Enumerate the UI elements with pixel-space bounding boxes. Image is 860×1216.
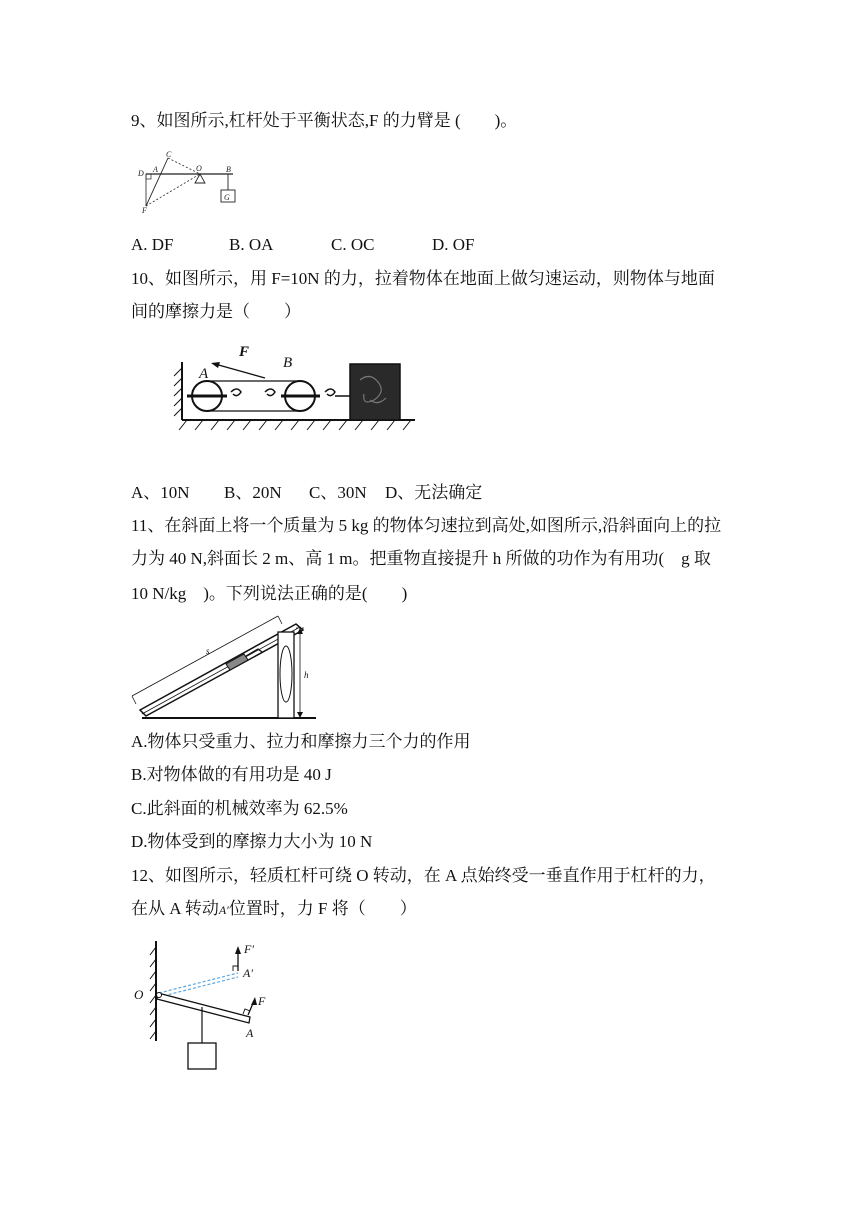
q11-label-h: h [304,670,309,680]
q12-label-A: A [246,1026,254,1040]
q12-stem-line1: 12、如图所示，轻质杠杆可绕 O 转动，在 A 点始终受一垂直作用于杠杆的力， [131,866,716,885]
q9-option-b: B. OA [229,235,274,254]
q11-option-c: C.此斜面的机械效率为 62.5% [131,799,348,818]
q12-label-O: O [134,987,144,1002]
q12-stem-line2-post: 位置时，力 F 将（ ） [228,899,417,918]
q10-pulley-figure [165,340,415,440]
q12-stem-line2-pre: 在从 A 转动 [131,899,219,918]
q10-option-b: B、20N [224,483,282,502]
q12-label-F: F [258,994,266,1008]
q10-label-A: A [199,366,209,382]
q11-label-s: s [206,646,210,656]
q10-label-B: B [283,355,293,371]
q11-stem-line2: 力为 40 N,斜面长 2 m、高 1 m。把重物直接提升 h 所做的功作为有用功( g 取 [131,549,711,568]
q9-stem: 9、如图所示,杠杆处于平衡状态,F 的力臂是 ( )。 [131,111,518,130]
q9-option-a: A. DF [131,235,174,254]
q9-lever-figure [138,150,238,215]
q12-lever-figure [130,935,270,1075]
q11-incline-figure [128,612,318,720]
q9-option-c: C. OC [331,235,375,254]
q10-option-a: A、10N [131,483,190,502]
q10-stem-line2: 间的摩擦力是（ ） [131,302,301,321]
q9-label-G: G [224,193,230,202]
q10-option-c: C、30N [309,483,367,502]
q11-option-a: A.物体只受重力、拉力和摩擦力三个力的作用 [131,732,471,751]
q11-stem-line1: 11、在斜面上将一个质量为 5 kg 的物体匀速拉到高处,如图所示,沿斜面向上的拉 [131,516,722,535]
q9-label-O: O [196,164,202,173]
q12-label-A-prime: A′ [243,966,253,980]
q9-option-d: D. OF [432,235,475,254]
q12-stem-line2-sym: A′ [218,903,229,917]
q10-option-d: D、无法确定 [385,483,483,502]
q10-stem-line1: 10、如图所示，用 F=10N 的力，拉着物体在地面上做匀速运动，则物体与地面 [131,269,715,288]
q11-option-d: D.物体受到的摩擦力大小为 10 N [131,832,373,851]
q10-label-F: F [239,344,250,360]
q12-stem-line2 [131,898,417,921]
q12-label-F-prime: F′ [244,942,254,956]
q9-label-F: F [142,206,147,215]
q9-label-D: D [138,169,144,178]
q9-label-C: C [166,150,172,159]
q11-option-b: B.对物体做的有用功是 40 J [131,765,332,784]
q11-stem-line3: 10 N/kg )。下列说法正确的是( ) [131,584,408,603]
q9-label-A: A [153,165,158,174]
q9-label-B: B [226,165,231,174]
